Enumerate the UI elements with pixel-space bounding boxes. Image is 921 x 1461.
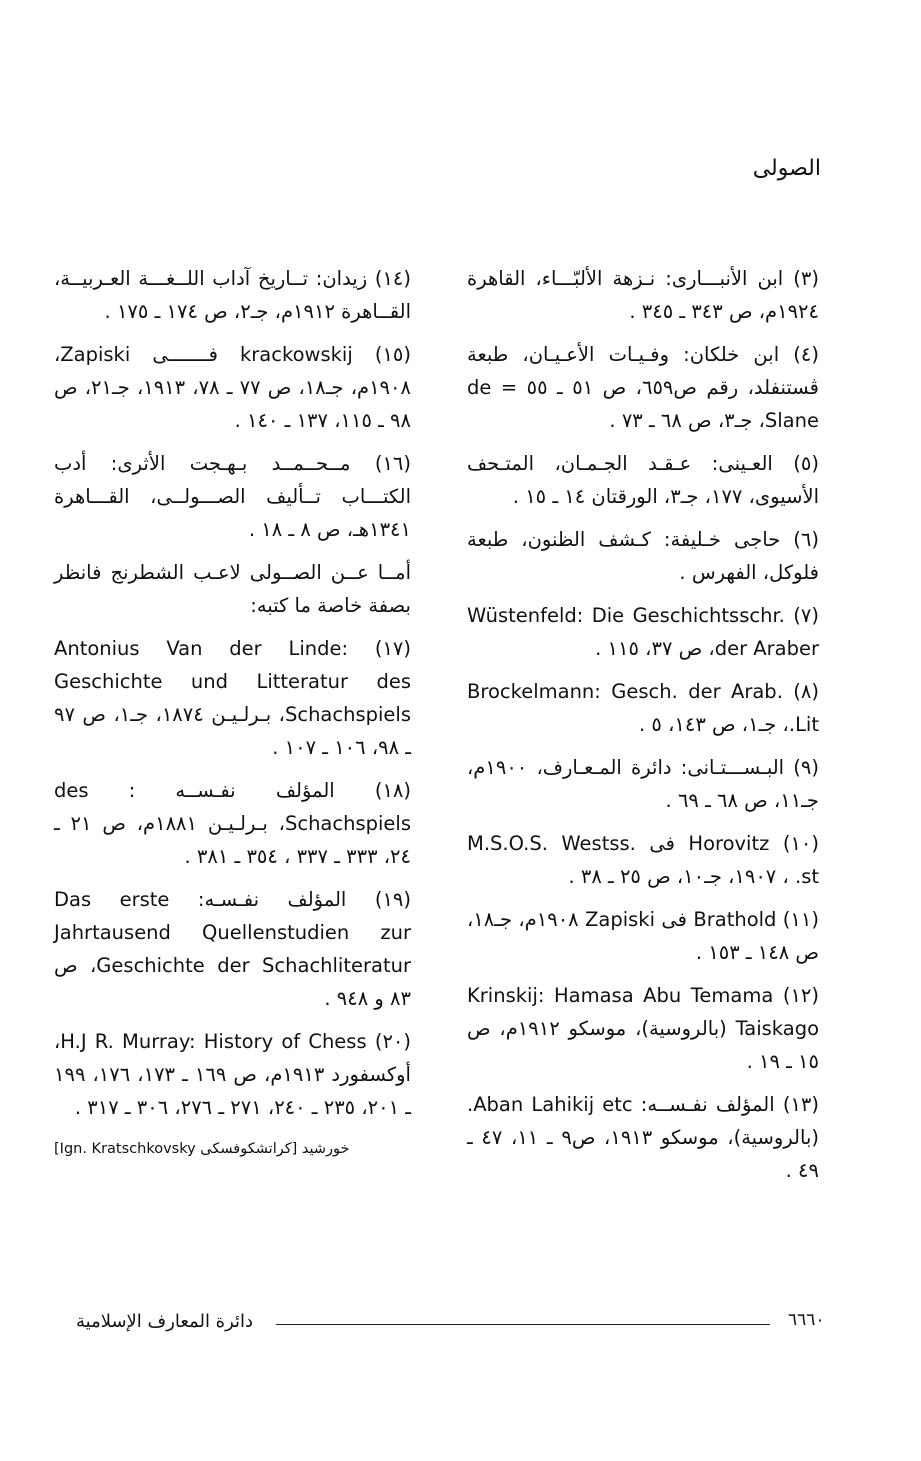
footnote-6: (٦) حاجى خـليفة: كـشف الظنون، طبعة فلوكل، الفهرس .: [467, 528, 819, 584]
footnote-17: (١٧) Antonius Van der Linde: Geschichte und Litteratur des Schachspiels، بـرلـيـن ١٨٧٤، جـ١، ص ٩٧ ـ ٩٨، ١٠٦ ـ ١٠٧ .: [54, 637, 412, 759]
footnote-3: (٣) ابن الأنبـــارى: نـزهة الألبّـــاء، القاهرة ١٩٢٤م، ص ٣٤٣ ـ ٣٤٥ .: [467, 267, 819, 323]
footnote-11: (١١) Brathold فى Zapiski ١٩٠٨م، جـ١٨، ص ١٤٨ ـ ١٥٣ .: [467, 908, 819, 964]
footnote-16: (١٦) مــحــمــد بـهـجت الأثرى: أدب الكتـــاب تــأليف الصـــولــى، القـــاهرة ١٣٤١هـ، ص ٨ ـ ١٨ .: [54, 452, 411, 541]
chess-section-note: أمــا عــن الصــولى لاعـب الشطرنج فانظر بصفة خاصة ما كتبه:: [54, 561, 411, 617]
footer-publication-title: دائرة المعارف الإسلامية: [76, 1311, 254, 1332]
footnote-14: (١٤) زيدان: تــاريخ آداب اللــغـــة العـربيــة، القــاهرة ١٩١٢م، جـ٢، ص ١٧٤ ـ ١٧٥ .: [54, 267, 411, 323]
footnote-19: (١٩) المؤلف نفـسـه: Das erste Jahrtausend Quellenstudien zur Geschichte der Schachliteratur، ص ٨٣ و ٩٤٨ .: [54, 888, 411, 1010]
footnote-8: (٨) Brockelmann: Gesch. der Arab. Lit.، جـ١، ص ١٤٣، ٥ .: [467, 680, 819, 736]
page-number: ٦٦٦٠: [788, 1310, 825, 1330]
running-head: الصولى: [752, 156, 821, 181]
footnote-12: (١٢) Krinskij: Hamasa Abu Temama Taiskago (بالروسية)، موسكو ١٩١٢م، ص ١٥ ـ ١٩ .: [467, 984, 819, 1073]
footnote-13: (١٣) المؤلف نفـســه: Aban Lahikij etc. (بالروسية)، موسكو ١٩١٣، ص٩ ـ ١١، ٤٧ ـ ٤٩ .: [467, 1093, 819, 1182]
footer-rule: [276, 1324, 770, 1325]
right-column: [467, 262, 819, 1197]
footnote-15: (١٥) krackowskij فـــــــى Zapiski، ١٩٠٨م، جـ١٨، ص ٧٧ ـ ٧٨، ١٩١٣، جـ٢١، ص ٩٨ ـ ١١٥، ١٣٧ ـ ١٤٠ .: [54, 343, 411, 432]
footnote-4: (٤) ابن خلكان: وفـيـات الأعـيـان، طبعة ڤستنفلد، رقم ص٦٥٩، ص ٥١ ـ ٥٥ = de Slane، جـ٣، ص ٦٨ ـ ٧٣ .: [467, 343, 819, 432]
footnote-10: (١٠) Horovitz فى M.S.O.S. Westss. st. ، ١٩٠٧، جـ١٠، ص ٢٥ ـ ٣٨ .: [467, 832, 820, 888]
footnote-20: (٢٠) H.J R. Murray: History of Chess، أوكسفورد ١٩١٣م، ص ١٦٩ ـ ١٧٣، ١٧٦، ١٩٩ ـ ٢٠١، ٢٣٥ ـ ٢٤٠، ٢٧١ ـ ٢٧٦، ٣٠٦ ـ ٣١٧ .: [54, 1030, 411, 1119]
left-column: [54, 262, 411, 1160]
footnote-9: (٩) البـســـتـانى: دائرة المـعـارف، ١٩٠٠م، جـ١١، ص ٦٨ ـ ٦٩ .: [467, 756, 819, 812]
footnote-18: (١٨) المؤلف نفـســه : des Schachspiels، بـرلـيـن ١٨٨١م، ص ٢١ ـ ٢٤، ٣٣٣ ـ ٣٣٧ ، ٣٥٤ ـ ٣٨١ .: [54, 779, 411, 868]
author-signature: خورشيد [كراتشكوفسكى Ign. Kratschkovsky]: [54, 1141, 350, 1157]
footnote-5: (٥) العـينى: عـقـد الجـمـان، المتـحف الأسيوى، ١٧٧، جـ٣، الورقتان ١٤ ـ ١٥ .: [467, 452, 819, 508]
footnote-7: (٧) Wüstenfeld: Die Geschichtsschr. der Araber، ص ٣٧، ١١٥ .: [467, 604, 819, 660]
